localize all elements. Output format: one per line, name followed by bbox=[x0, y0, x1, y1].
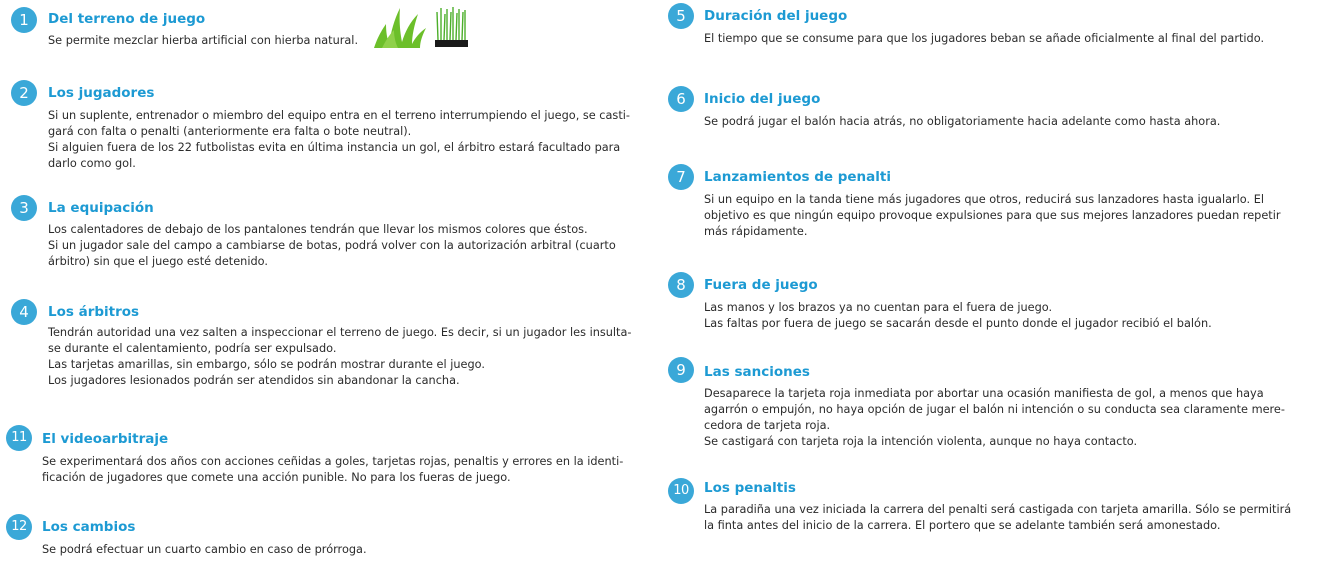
rule-number-badge: 9 bbox=[668, 357, 694, 383]
rule-line: Se experimentará dos años con acciones ceñidas a goles, tarjetas rojas, penaltis y errores en la identi- bbox=[42, 455, 624, 468]
rule-line: gará con falta o penalti (anteriormente era falta o bote neutral). bbox=[48, 125, 412, 138]
rule-title: Del terreno de juego bbox=[48, 11, 206, 27]
rule-line: Se podrá efectuar un cuarto cambio en caso de prórroga. bbox=[42, 543, 367, 556]
rule-body bbox=[704, 502, 1291, 534]
rule-line: La paradiña una vez iniciada la carrera del penalti será castigada con tarjeta amarilla. Sólo se permitirá bbox=[704, 503, 1292, 516]
rule-line: Desaparece la tarjeta roja inmediata por abortar una ocasión manifiesta de gol, a menos que haya bbox=[704, 387, 1264, 400]
rule-line: Los jugadores lesionados podrán ser atendidos sin abandonar la cancha. bbox=[48, 374, 460, 387]
rule-title: Los árbitros bbox=[48, 304, 140, 320]
rule-body bbox=[48, 108, 630, 172]
rule-line: agarrón o empujón, no haya opción de jugar el balón ni intención o su conducta sea claramente mere- bbox=[704, 403, 1285, 416]
rule-title: Duración del juego bbox=[704, 8, 848, 24]
rule-line: ficación de jugadores que comete una acción punible. No para los fueras de juego. bbox=[42, 471, 511, 484]
rule-number-badge: 5 bbox=[668, 3, 694, 29]
rule-body bbox=[704, 114, 1220, 130]
rule-title: Los penaltis bbox=[704, 480, 796, 496]
rule-body bbox=[704, 192, 1281, 240]
rule-title: El videoarbitraje bbox=[42, 431, 169, 447]
rule-title: Los cambios bbox=[42, 519, 136, 535]
rule-body bbox=[48, 325, 631, 389]
rule-title: Inicio del juego bbox=[704, 91, 821, 107]
rule-title: Las sanciones bbox=[704, 364, 810, 380]
rule-number-badge: 3 bbox=[11, 195, 37, 221]
rule-body bbox=[42, 454, 623, 486]
rule-line: Las manos y los brazos ya no cuentan para el fuera de juego. bbox=[704, 301, 1053, 314]
rule-body bbox=[704, 300, 1212, 332]
rule-title: Los jugadores bbox=[48, 85, 155, 101]
rule-number-badge: 8 bbox=[668, 272, 694, 298]
rule-line: más rápidamente. bbox=[704, 225, 808, 238]
rule-line: Si un jugador sale del campo a cambiarse de botas, podrá volver con la autorización arbitral (cuarto bbox=[48, 239, 616, 252]
rule-line: Si un equipo en la tanda tiene más jugadores que otros, reducirá sus lanzadores hasta igualarlo. El bbox=[704, 193, 1264, 206]
rule-title: Fuera de juego bbox=[704, 277, 818, 293]
rule-number-badge: 10 bbox=[668, 478, 694, 504]
rule-line: se durante el calentamiento, podría ser expulsado. bbox=[48, 342, 337, 355]
rule-number-badge: 2 bbox=[11, 80, 37, 106]
rule-line: Se permite mezclar hierba artificial con hierba natural. bbox=[48, 34, 359, 47]
natural-grass-icon bbox=[372, 6, 428, 48]
rule-body bbox=[704, 386, 1285, 450]
rule-line: Se podrá jugar el balón hacia atrás, no obligatoriamente hacia adelante como hasta ahora. bbox=[704, 115, 1221, 128]
rule-number-badge: 12 bbox=[6, 514, 32, 540]
rule-line: cedora de tarjeta roja. bbox=[704, 419, 831, 432]
artificial-grass-icon bbox=[435, 6, 468, 48]
rule-line: Se castigará con tarjeta roja la intención violenta, aunque no haya contacto. bbox=[704, 435, 1138, 448]
rule-line: El tiempo que se consume para que los jugadores beban se añade oficialmente al final del partido. bbox=[704, 32, 1265, 45]
rule-number-badge: 7 bbox=[668, 164, 694, 190]
rule-title: La equipación bbox=[48, 200, 154, 216]
rule-body bbox=[48, 222, 616, 270]
rule-body bbox=[48, 33, 358, 49]
rule-line: objetivo es que ningún equipo provoque expulsiones para que sus mejores lanzadores puedan repetir bbox=[704, 209, 1281, 222]
rule-line: la finta antes del inicio de la carrera. El portero que se adelante también será amonestado. bbox=[704, 519, 1221, 532]
rule-title: Lanzamientos de penalti bbox=[704, 169, 891, 185]
rule-line: Las faltas por fuera de juego se sacarán desde el punto donde el jugador recibió el balón. bbox=[704, 317, 1212, 330]
rule-line: Si un suplente, entrenador o miembro del equipo entra en el terreno interrumpiendo el juego, se casti- bbox=[48, 109, 630, 122]
rule-line: Si alguien fuera de los 22 futbolistas evita en última instancia un gol, el árbitro estará facultado para bbox=[48, 141, 621, 154]
rule-line: árbitro) sin que el juego esté detenido. bbox=[48, 255, 268, 268]
rule-body bbox=[42, 542, 367, 558]
rule-number-badge: 6 bbox=[668, 86, 694, 112]
rule-body bbox=[704, 31, 1264, 47]
rule-line: Los calentadores de debajo de los pantalones tendrán que llevar los mismos colores que éstos. bbox=[48, 223, 588, 236]
rule-line: Las tarjetas amarillas, sin embargo, sólo se podrán mostrar durante el juego. bbox=[48, 358, 485, 371]
rule-number-badge: 1 bbox=[11, 7, 37, 33]
rule-line: darlo como gol. bbox=[48, 157, 136, 170]
rule-line: Tendrán autoridad una vez salten a inspeccionar el terreno de juego. Es decir, si un jugador les insulta- bbox=[48, 326, 632, 339]
rule-number-badge: 11 bbox=[6, 425, 32, 451]
rule-number-badge: 4 bbox=[11, 299, 37, 325]
